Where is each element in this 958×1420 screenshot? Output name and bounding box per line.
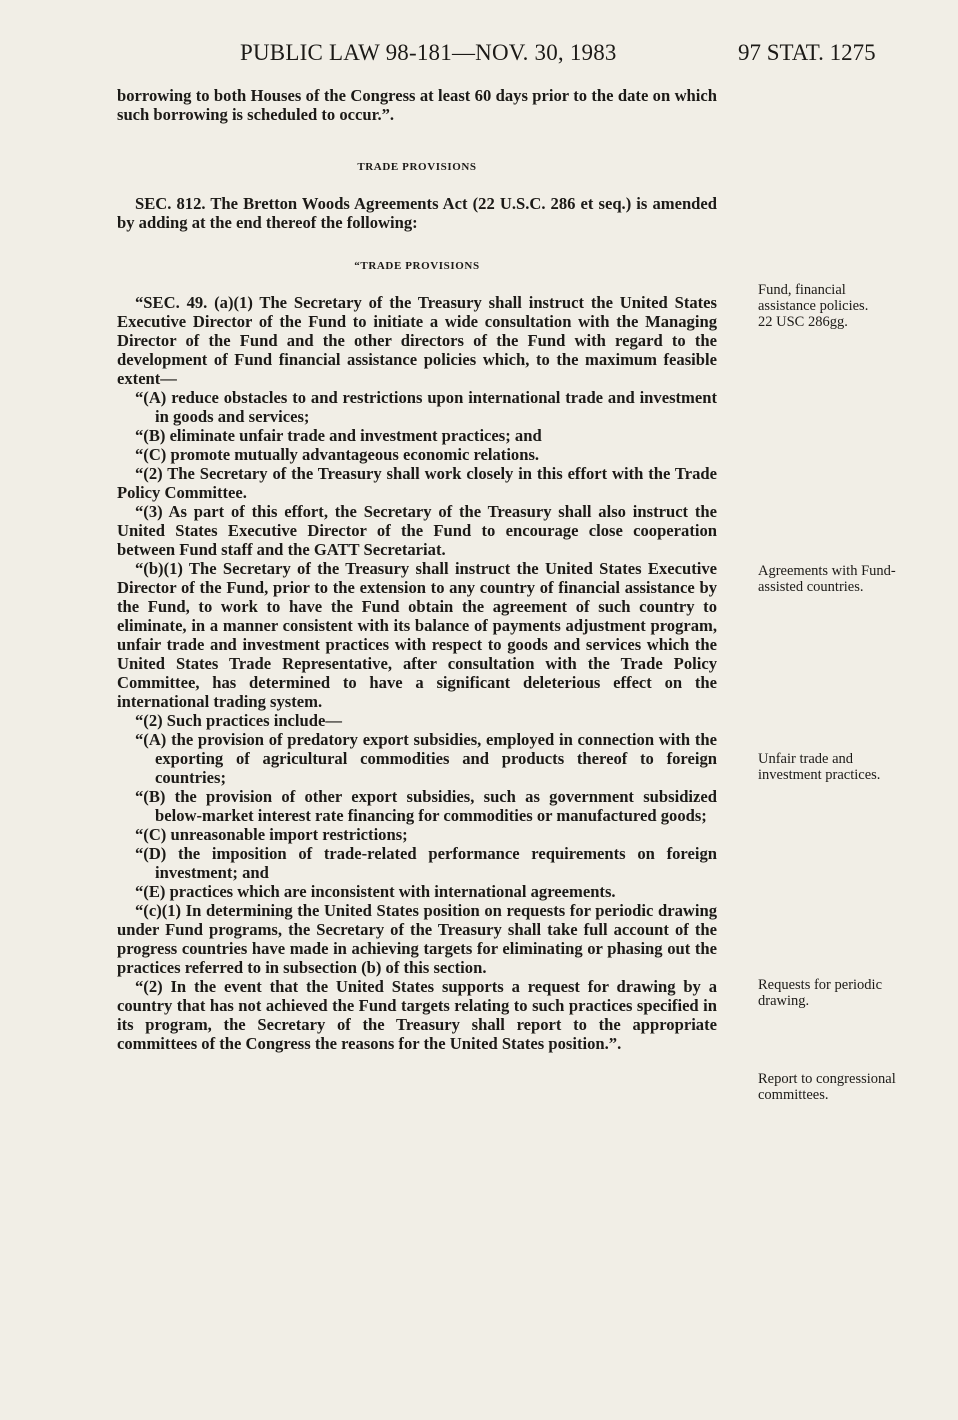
margin-note-periodic-drawing: Requests for periodic drawing. xyxy=(758,977,883,1009)
paragraph-a2: “(2) The Secretary of the Treasury shall work closely in this effort with the Trade Policy Committee. xyxy=(117,464,717,502)
paragraph-a-B: “(B) eliminate unfair trade and investment practices; and xyxy=(135,426,542,445)
paragraph-a3: “(3) As part of this effort, the Secretary of the Treasury shall also instruct the United States Executive Director of the Fund to encourage close cooperation between Fund staff and the GATT Secretariat. xyxy=(117,502,717,559)
paragraph-intro: borrowing to both Houses of the Congress at least 60 days prior to the date on which such borrowing is scheduled to occur.”. xyxy=(117,86,717,124)
paragraph-b2-A: “(A) the provision of predatory export subsidies, employed in connection with the exporting of agricultural commodities and products thereof to foreign countries; xyxy=(135,730,717,787)
document-body xyxy=(117,86,717,1053)
paragraph-b2-C: “(C) unreasonable import restrictions; xyxy=(135,825,408,844)
paragraph-sec-49-a1: “SEC. 49. (a)(1) The Secretary of the Treasury shall instruct the United States Executive Director of the Fund to initiate a wide consultation with the Managing Director of the Fund and the other directors of the Fund with regard to the development of Fund financial assistance policies which, to the maximum feasible extent— xyxy=(117,293,717,388)
paragraph-sec-812: SEC. 812. The Bretton Woods Agreements Act (22 U.S.C. 286 et seq.) is amended by adding at the end thereof the following: xyxy=(117,194,717,232)
paragraph-c2: “(2) In the event that the United States supports a request for drawing by a country that has not achieved the Fund targets relating to such practices specified in its program, the Secretary of the Treasury shall report to the appropriate committees of the Congress the reasons for the United States position.”. xyxy=(117,977,717,1053)
paragraph-b2-B: “(B) the provision of other export subsidies, such as government subsidized below-market interest rate financing for commodities or manufactured goods; xyxy=(135,787,717,825)
page-header-title: PUBLIC LAW 98-181—NOV. 30, 1983 xyxy=(240,40,617,65)
margin-note-unfair-trade: Unfair trade and investment practices. xyxy=(758,751,881,783)
margin-note-agreements: Agreements with Fund-assisted countries. xyxy=(758,563,896,595)
margin-note-fund-policies xyxy=(758,282,898,330)
paragraph-a-C: “(C) promote mutually advantageous economic relations. xyxy=(135,445,540,464)
paragraph-a-A: “(A) reduce obstacles to and restrictions upon international trade and investment in goods and services; xyxy=(135,388,717,426)
paragraph-c1: “(c)(1) In determining the United States position on requests for periodic drawing under Fund programs, the Secretary of the Treasury shall take full account of the progress countries have made in achieving targets for eliminating or phasing out the practices referred to in subsection (b) of this section. xyxy=(117,901,717,977)
paragraph-b2-E: “(E) practices which are inconsistent with international agreements. xyxy=(135,882,616,901)
page-header-stat: 97 STAT. 1275 xyxy=(738,40,876,65)
paragraph-b2-D: “(D) the imposition of trade-related performance requirements on foreign investment; and xyxy=(135,844,717,882)
margin-note-text: Fund, financial assistance policies. xyxy=(758,282,869,314)
paragraph-b2: “(2) Such practices include— xyxy=(135,711,342,730)
margin-note-report: Report to congressional committees. xyxy=(758,1071,896,1103)
paragraph-b1: “(b)(1) The Secretary of the Treasury shall instruct the United States Executive Director of the Fund, prior to the extension to any country of financial assistance by the Fund, to work to have the Fund obtain the agreement of such country to eliminate, in a manner consistent with its balance of payments adjustment program, unfair trade and investment practices with respect to goods and services which the United States Trade Representative, after consultation with the Trade Policy Committee, has determined to have a significant deleterious effect on the international trading system. xyxy=(117,559,717,711)
heading-trade-provisions: TRADE PROVISIONS xyxy=(357,161,477,173)
margin-note-citation: 22 USC 286gg. xyxy=(758,314,848,330)
heading-trade-provisions-quoted: “TRADE PROVISIONS xyxy=(354,260,480,272)
